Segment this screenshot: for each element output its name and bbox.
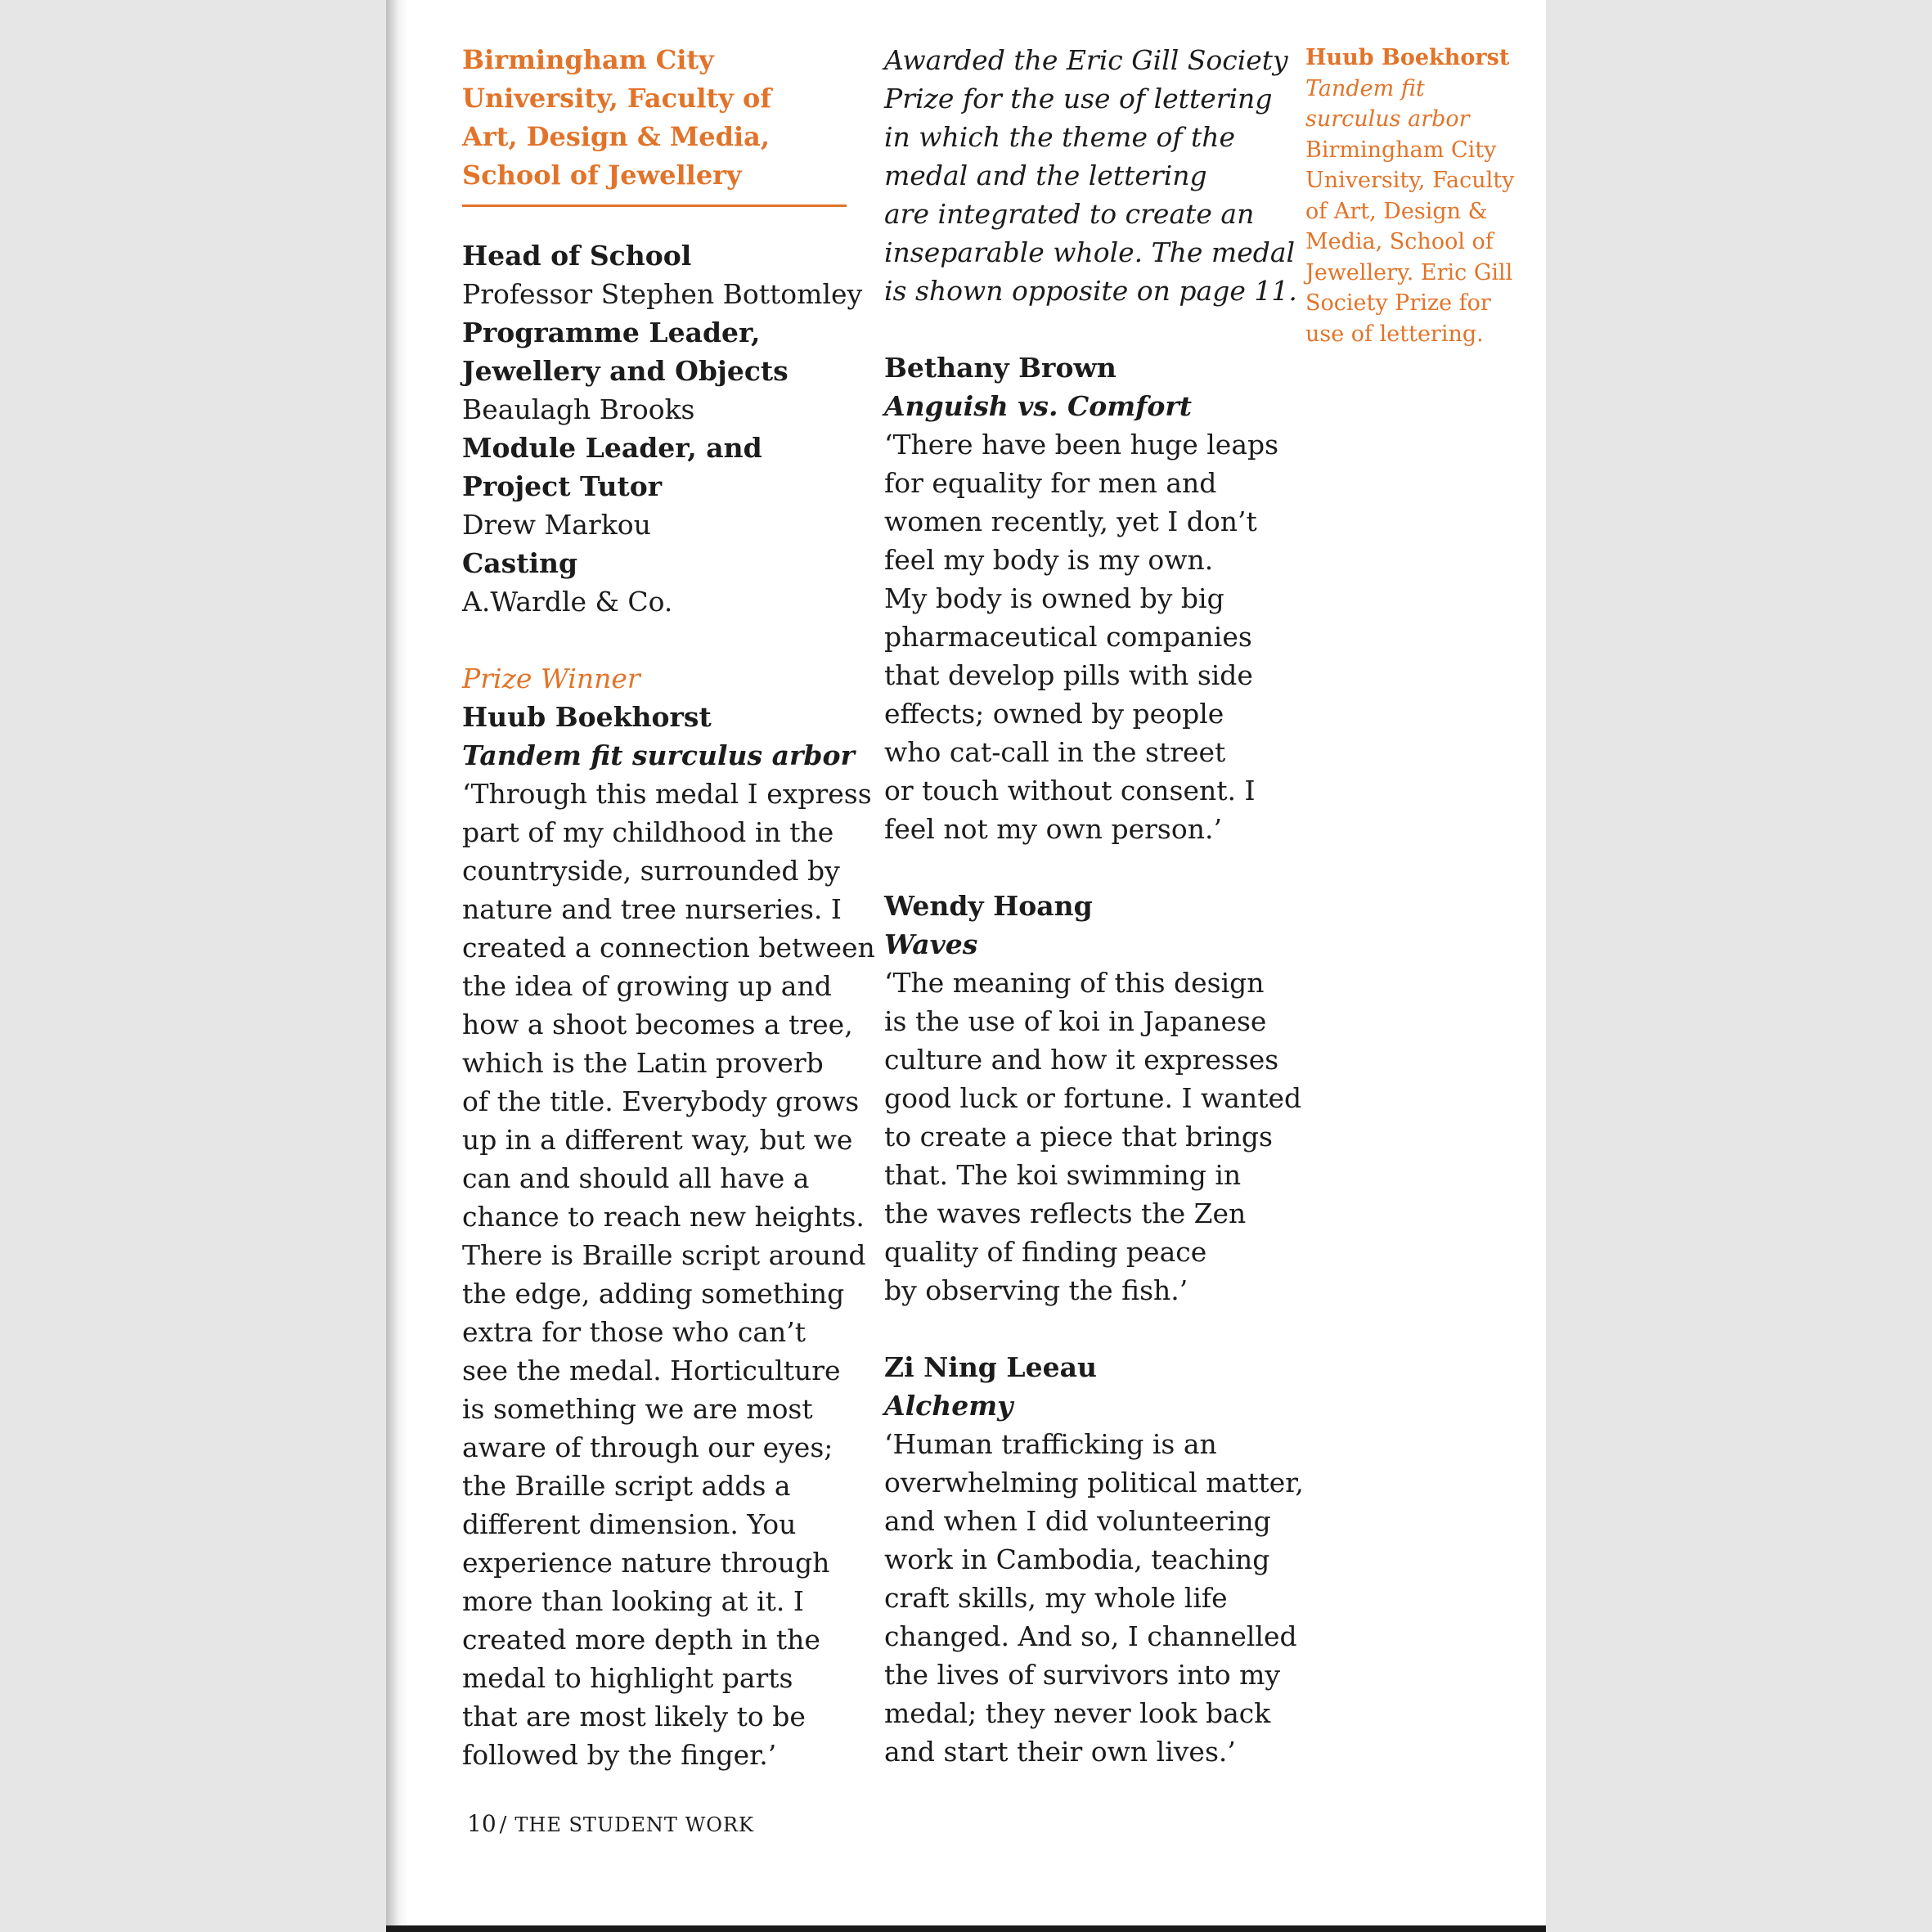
quote-line: followed by the finger.’	[462, 1739, 777, 1771]
quote-line: for equality for men and	[884, 467, 1217, 499]
caption-body-line: of Art, Design &	[1305, 198, 1488, 224]
quote-line: is something we are most	[462, 1393, 813, 1425]
quote-line: that. The koi swimming in	[884, 1159, 1242, 1191]
quote-line: who cat-call in the street	[884, 736, 1226, 768]
quote-line: experience nature through	[462, 1547, 830, 1579]
award-note-line: medal and the lettering	[884, 160, 1207, 191]
staff-role: Programme Leader,	[462, 317, 761, 348]
quote-line: and when I did volunteering	[884, 1505, 1271, 1537]
student-name: Wendy Hoang	[884, 890, 1093, 922]
page-bottom-edge	[386, 1925, 1546, 1932]
quote-line: medal to highlight parts	[462, 1662, 793, 1694]
quote-line: is the use of koi in Japanese	[884, 1005, 1267, 1037]
quote-line: work in Cambodia, teaching	[884, 1543, 1270, 1575]
award-note-line: inseparable whole. The medal	[884, 236, 1296, 268]
quote-line: changed. And so, I channelled	[884, 1620, 1297, 1652]
quote-line: ‘Through this medal I express	[462, 778, 872, 810]
staff-name: Drew Markou	[462, 509, 651, 541]
medal-title: Alchemy	[884, 1390, 1013, 1422]
quote-line: chance to reach new heights.	[462, 1201, 865, 1233]
quote-line: of the title. Everybody grows	[462, 1085, 860, 1117]
school-heading-line: School of Jewellery	[462, 160, 742, 191]
quote-line: feel my body is my own.	[884, 544, 1214, 576]
quote-line: culture and how it expresses	[884, 1044, 1279, 1076]
award-note	[884, 41, 1297, 310]
staff-role: Casting	[462, 547, 578, 579]
heading-rule	[462, 204, 847, 207]
caption-body-line: use of lettering.	[1305, 321, 1484, 347]
staff-name: Beaulagh Brooks	[462, 393, 695, 425]
caption-body	[1305, 135, 1534, 350]
school-heading-line: Birmingham City	[462, 44, 714, 75]
quote-line: feel not my own person.’	[884, 813, 1222, 845]
quote-line: more than looking at it. I	[462, 1585, 804, 1617]
quote-line: see the medal. Horticulture	[462, 1355, 841, 1386]
quote-line: created a connection between	[462, 932, 875, 964]
award-note-line: Awarded the Eric Gill Society	[884, 44, 1288, 76]
student-name: Bethany Brown	[884, 352, 1117, 384]
quote-line: medal; they never look back	[884, 1697, 1271, 1729]
staff-role: Module Leader, and	[462, 432, 762, 464]
quote-line: can and should all have a	[462, 1162, 810, 1194]
quote-line: ‘The meaning of this design	[884, 967, 1265, 999]
quote-line: up in a different way, but we	[462, 1124, 853, 1156]
school-heading-line: University, Faculty of	[462, 83, 772, 114]
quote-line: the idea of growing up and	[462, 970, 832, 1002]
quote-line: effects; owned by people	[884, 698, 1224, 730]
quote-line: part of my childhood in the	[462, 816, 834, 848]
quote-line: pharmaceutical companies	[884, 621, 1252, 653]
school-heading	[462, 41, 847, 195]
quote-line: craft skills, my whole life	[884, 1582, 1228, 1614]
quote-line: women recently, yet I don’t	[884, 505, 1257, 537]
quote-line: that develop pills with side	[884, 659, 1253, 691]
staff-list	[462, 236, 863, 621]
column-sidebar	[1305, 43, 1534, 349]
page-number: 10	[467, 1810, 496, 1837]
page-footer: 10 / THE STUDENT WORK	[467, 1810, 754, 1837]
quote-line: quality of finding peace	[884, 1236, 1207, 1268]
quote-line: that are most likely to be	[462, 1701, 806, 1732]
staff-role: Jewellery and Objects	[462, 355, 789, 387]
student-entry	[884, 348, 1293, 848]
prize-label: Prize Winner	[462, 663, 640, 694]
award-note-line: in which the theme of the	[884, 121, 1236, 153]
student-name: Huub Boekhorst	[462, 701, 712, 733]
image-caption	[1305, 43, 1534, 349]
caption-title-line: surculus arbor	[1305, 106, 1470, 132]
caption-body-line: Society Prize for	[1305, 290, 1491, 316]
caption-body-line: Media, School of	[1305, 229, 1494, 254]
quote-line: overwhelming political matter,	[884, 1467, 1304, 1498]
caption-name: Huub Boekhorst	[1305, 45, 1510, 70]
binding-shadow	[386, 0, 407, 1925]
section-title: THE STUDENT WORK	[514, 1813, 754, 1836]
staff-name: A.Wardle & Co.	[462, 586, 673, 618]
quote-line: ‘There have been huge leaps	[884, 429, 1279, 461]
quote-line: nature and tree nurseries. I	[462, 893, 842, 925]
medal-title: Anguish vs. Comfort	[884, 390, 1193, 422]
award-note-line: Prize for the use of lettering	[884, 83, 1273, 115]
prize-winner-entry	[462, 659, 875, 1774]
quote-line: the edge, adding something	[462, 1278, 845, 1310]
award-note-line: are integrated to create an	[884, 198, 1255, 230]
quote-line: countryside, surrounded by	[462, 855, 840, 887]
caption-title-line: Tandem fit	[1305, 75, 1425, 101]
quote-line: There is Braille script around	[462, 1239, 866, 1271]
quote-line: which is the Latin proverb	[462, 1047, 824, 1079]
medal-title: Tandem fit surculus arbor	[462, 739, 855, 771]
quote-line: aware of through our eyes;	[462, 1431, 833, 1463]
quote-line: how a shoot becomes a tree,	[462, 1009, 853, 1040]
staff-role: Project Tutor	[462, 470, 663, 502]
column-left	[462, 41, 875, 1774]
quote-line: the Braille script adds a	[462, 1470, 791, 1502]
quote-line: and start their own lives.’	[884, 1736, 1236, 1768]
medal-title: Waves	[884, 928, 978, 960]
quote-line: good luck or fortune. I wanted	[884, 1082, 1302, 1114]
quote-line: the waves reflects the Zen	[884, 1197, 1247, 1229]
staff-role: Head of School	[462, 240, 692, 272]
quote-line: different dimension. You	[462, 1508, 797, 1540]
student-entry	[884, 1348, 1304, 1771]
quote-line: created more depth in the	[462, 1624, 820, 1656]
quote-line: ‘Human trafficking is an	[884, 1428, 1217, 1460]
quote-line: the lives of survivors into my	[884, 1659, 1281, 1691]
student-entries	[884, 348, 1304, 1771]
student-entry	[884, 887, 1302, 1310]
student-quote	[462, 775, 875, 1774]
quote-line: extra for those who can’t	[462, 1316, 806, 1348]
school-heading-line: Art, Design & Media,	[462, 121, 771, 152]
caption-body-line: Jewellery. Eric Gill	[1305, 259, 1513, 285]
quote-line: by observing the fish.’	[884, 1274, 1188, 1306]
quote-line: My body is owned by big	[884, 582, 1224, 614]
column-middle	[884, 41, 1304, 1771]
quote-line: or touch without consent. I	[884, 775, 1256, 806]
quote-line: to create a piece that brings	[884, 1121, 1273, 1152]
caption-body-line: University, Faculty	[1305, 168, 1515, 193]
caption-body-line: Birmingham City	[1305, 137, 1497, 163]
award-note-line: is shown opposite on page 11.	[884, 275, 1297, 307]
student-name: Zi Ning Leeau	[884, 1351, 1097, 1383]
staff-name: Professor Stephen Bottomley	[462, 278, 863, 310]
